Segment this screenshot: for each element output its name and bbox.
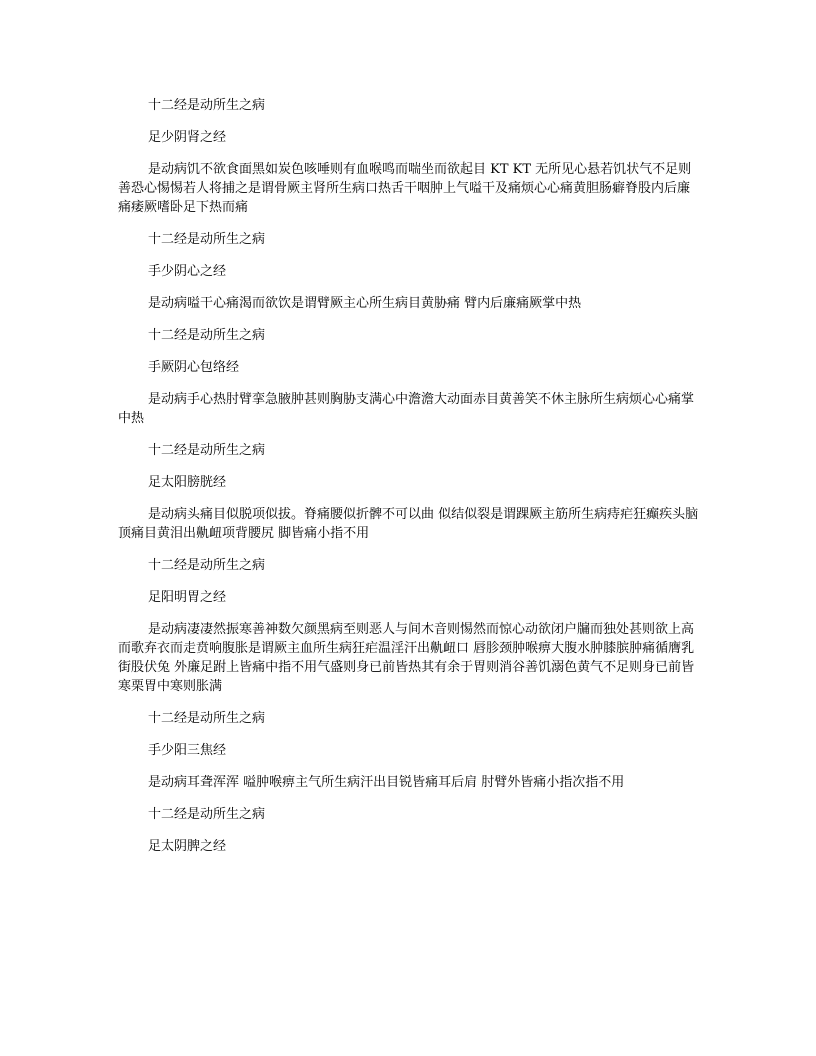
section-heading: 十二经是动所生之病 <box>148 558 266 573</box>
body-paragraph: 是动病嗌干心痛渴而欲饮是谓臂厥主心所生病目黄胁痛 臂内后廉痛厥掌中热 <box>148 296 582 311</box>
section-heading: 十二经是动所生之病 <box>148 443 266 458</box>
section-heading: 十二经是动所生之病 <box>148 98 266 113</box>
section-heading: 十二经是动所生之病 <box>148 807 266 822</box>
body-paragraph: 是动病凄凄然振寒善神数欠颜黑病至则恶人与间木音则惕然而惊心动欲闭户牖而独处甚则欲上高而歌弃衣而走贲响腹胀是谓厥主血所生病狂疟温淫汗出鼽衄口 唇胗颈肿喉痹大腹水肿膝膑肿痛循膺乳街股伏兔 外廉足跗上皆痛中指不用气盛则身已前皆热其有余于胃则消谷善饥溺色黄气不足则身已前皆寒栗胃中寒则胀满 <box>118 622 695 694</box>
meridian-title: 足阳明胃之经 <box>148 590 227 605</box>
section-heading: 十二经是动所生之病 <box>148 232 266 247</box>
section-heading: 十二经是动所生之病 <box>148 328 266 343</box>
body-paragraph: 是动病手心热肘臂挛急腋肿甚则胸胁支满心中澹澹大动面赤目黄善笑不休主脉所生病烦心心痛掌中热 <box>118 392 695 426</box>
section-heading: 十二经是动所生之病 <box>148 711 266 726</box>
meridian-title: 手厥阴心包络经 <box>148 360 240 375</box>
meridian-title: 足少阴肾之经 <box>148 130 227 145</box>
body-paragraph: 是动病头痛目似脱项似拔。脊痛腰似折髀不可以曲 似结似裂是谓踝厥主筋所生病痔疟狂癫疾头脑顶痛目黄泪出鼽衄项背腰尻 脚皆痛小指不用 <box>118 507 699 541</box>
body-paragraph: 是动病耳聋浑浑 嗌肿喉痹主气所生病汗出目锐皆痛耳后肩 肘臂外皆痛小指次指不用 <box>148 775 625 790</box>
meridian-title: 足太阴脾之经 <box>148 839 227 854</box>
meridian-title: 手少阳三焦经 <box>148 743 227 758</box>
meridian-title: 足太阳膀胱经 <box>148 475 227 490</box>
document-body <box>118 96 700 869</box>
body-paragraph: 是动病饥不欲食面黑如炭色咳唾则有血喉鸣而喘坐而欲起目 KT KT 无所见心悬若饥状气不足则善恐心惕惕若人将捕之是谓骨厥主肾所生病口热舌干咽肿上气嗌干及痛烦心心痛黄胆肠癖脊股内后廉痛痿厥嗜卧足下热而痛 <box>118 162 692 215</box>
meridian-title: 手少阴心之经 <box>148 264 227 279</box>
